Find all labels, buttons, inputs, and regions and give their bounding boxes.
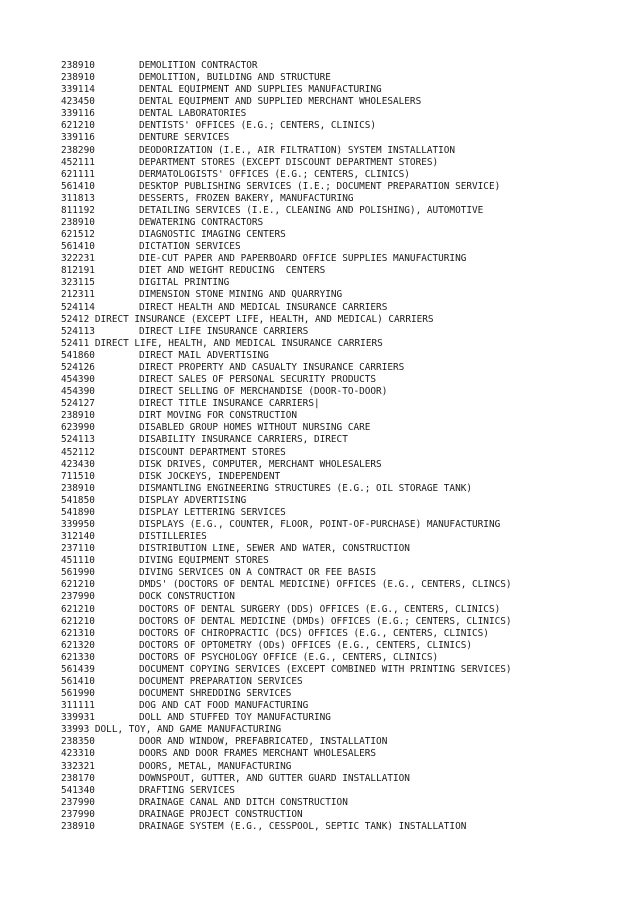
industry-description: DIRECT MAIL ADVERTISING	[139, 349, 269, 361]
industry-description: DISABILITY INSURANCE CARRIERS, DIRECT	[139, 434, 348, 446]
industry-description: DOWNSPOUT, GUTTER, AND GUTTER GUARD INSTALLATION	[139, 772, 410, 784]
naics-code: 311111	[61, 700, 95, 712]
industry-description: DIRECT LIFE INSURANCE CARRIERS	[139, 325, 309, 337]
naics-code: 238910	[61, 820, 95, 832]
naics-code: 711510	[61, 470, 95, 482]
naics-code: 621320	[61, 639, 95, 651]
industry-description: DEODORIZATION (I.E., AIR FILTRATION) SYSTEM INSTALLATION	[139, 144, 456, 156]
industry-description: DIET AND WEIGHT REDUCING CENTERS	[139, 265, 326, 277]
naics-code: 423310	[61, 748, 95, 760]
list-item	[61, 193, 621, 205]
naics-code: 812191	[61, 265, 95, 277]
list-item	[61, 555, 621, 567]
industry-description: DESKTOP PUBLISHING SERVICES (I.E.; DOCUMENT PREPARATION SERVICE)	[139, 180, 501, 192]
list-item	[61, 761, 621, 773]
list-item	[61, 398, 621, 410]
industry-description: DETAILING SERVICES (I.E., CLEANING AND POLISHING), AUTOMOTIVE	[139, 204, 484, 216]
industry-description: DIRECT SALES OF PERSONAL SECURITY PRODUCTS	[139, 374, 377, 386]
naics-code: 237990	[61, 808, 95, 820]
naics-code: 339116	[61, 132, 95, 144]
list-item	[61, 700, 621, 712]
industry-description: DIRECT INSURANCE (EXCEPT LIFE, HEALTH, AND MEDICAL) CARRIERS	[94, 313, 434, 325]
naics-code: 621512	[61, 229, 95, 241]
list-item	[61, 422, 621, 434]
list-item	[61, 531, 621, 543]
naics-code: 621111	[61, 168, 95, 180]
list-item	[61, 302, 621, 314]
industry-description: DOCUMENT PREPARATION SERVICES	[139, 675, 303, 687]
naics-code: 561990	[61, 567, 95, 579]
industry-description: DIRECT LIFE, HEALTH, AND MEDICAL INSURANCE CARRIERS	[94, 337, 383, 349]
list-item	[61, 386, 621, 398]
list-item	[61, 821, 621, 833]
list-item	[61, 434, 621, 446]
list-item	[61, 84, 621, 96]
naics-code: 238350	[61, 736, 95, 748]
naics-code: 332321	[61, 760, 95, 772]
list-item	[61, 688, 621, 700]
industry-description: DENTURE SERVICES	[139, 132, 230, 144]
naics-code: 52412	[61, 313, 90, 325]
industry-description: DIRECT HEALTH AND MEDICAL INSURANCE CARRIERS	[139, 301, 388, 313]
naics-code: 621210	[61, 615, 95, 627]
list-item	[61, 205, 621, 217]
naics-code: 238910	[61, 482, 95, 494]
industry-description: DEPARTMENT STORES (EXCEPT DISCOUNT DEPARTMENT STORES)	[139, 156, 439, 168]
list-item	[61, 664, 621, 676]
list-item	[61, 229, 621, 241]
list-item	[61, 567, 621, 579]
naics-code: 524127	[61, 398, 95, 410]
list-item	[61, 96, 621, 108]
industry-description: DEMOLITION CONTRACTOR	[139, 60, 258, 71]
industry-description: DESSERTS, FROZEN BAKERY, MANUFACTURING	[139, 192, 354, 204]
industry-description: DENTAL LABORATORIES	[139, 108, 247, 120]
industry-description: DOCTORS OF DENTAL MEDICINE (DMDs) OFFICES (E.G.; CENTERS, CLINICS)	[139, 615, 512, 627]
industry-description: DERMATOLOGISTS' OFFICES (E.G.; CENTERS, CLINICS)	[139, 168, 410, 180]
industry-description: DOLL AND STUFFED TOY MANUFACTURING	[139, 712, 331, 724]
industry-description: DOOR AND WINDOW, PREFABRICATED, INSTALLATION	[139, 736, 388, 748]
list-item	[61, 483, 621, 495]
naics-code: 212311	[61, 289, 95, 301]
list-item	[61, 350, 621, 362]
industry-description: DIAGNOSTIC IMAGING CENTERS	[139, 229, 286, 241]
naics-code: 524114	[61, 301, 95, 313]
industry-description: DISPLAY ADVERTISING	[139, 494, 247, 506]
list-item	[61, 748, 621, 760]
naics-code: 561410	[61, 180, 95, 192]
naics-code: 238170	[61, 772, 95, 784]
industry-description: DOCTORS OF CHIROPRACTIC (DCS) OFFICES (E.G., CENTERS, CLINICS)	[139, 627, 489, 639]
industry-description: DISTRIBUTION LINE, SEWER AND WATER, CONSTRUCTION	[139, 543, 410, 555]
naics-code: 323115	[61, 277, 95, 289]
list-item	[61, 507, 621, 519]
list-item	[61, 157, 621, 169]
naics-code: 561410	[61, 241, 95, 253]
industry-description: DISTILLERIES	[139, 531, 207, 543]
list-item	[61, 289, 621, 301]
list-item	[61, 374, 621, 386]
industry-description: DIVING SERVICES ON A CONTRACT OR FEE BASIS	[139, 567, 377, 579]
industry-description: DENTAL EQUIPMENT AND SUPPLIES MANUFACTURING	[139, 84, 382, 96]
industry-description: DISPLAY LETTERING SERVICES	[139, 506, 286, 518]
industry-description: DRAINAGE SYSTEM (E.G., CESSPOOL, SEPTIC TANK) INSTALLATION	[139, 820, 467, 832]
industry-description: DEWATERING CONTRACTORS	[139, 217, 264, 229]
industry-description: DENTISTS' OFFICES (E.G.; CENTERS, CLINICS)	[139, 120, 377, 132]
naics-code: 621210	[61, 603, 95, 615]
naics-code: 423450	[61, 96, 95, 108]
list-item	[61, 604, 621, 616]
industry-description: DIRECT SELLING OF MERCHANDISE (DOOR-TO-DOOR)	[139, 386, 388, 398]
list-item	[61, 326, 621, 338]
naics-code: 561439	[61, 663, 95, 675]
industry-description: DISMANTLING ENGINEERING STRUCTURES (E.G.; OIL STORAGE TANK)	[139, 482, 473, 494]
list-item	[61, 471, 621, 483]
naics-code: 623990	[61, 422, 95, 434]
list-item	[61, 519, 621, 531]
naics-code: 339116	[61, 108, 95, 120]
industry-description: DRAINAGE CANAL AND DITCH CONSTRUCTION	[139, 796, 348, 808]
list-item	[61, 676, 621, 688]
naics-code: 312140	[61, 531, 95, 543]
naics-code: 541340	[61, 784, 95, 796]
list-item	[61, 591, 621, 603]
list-item	[61, 72, 621, 84]
industry-description: DOLL, TOY, AND GAME MANUFACTURING	[94, 724, 282, 736]
industry-description: DIRT MOVING FOR CONSTRUCTION	[139, 410, 298, 422]
industry-description: DOORS AND DOOR FRAMES MERCHANT WHOLESALERS	[139, 748, 377, 760]
list-item	[61, 132, 621, 144]
naics-code: 237110	[61, 543, 95, 555]
naics-code: 524113	[61, 434, 95, 446]
naics-code-list	[61, 60, 621, 833]
naics-code: 238290	[61, 144, 95, 156]
industry-description: DISK DRIVES, COMPUTER, MERCHANT WHOLESALERS	[139, 458, 382, 470]
industry-description: DOCUMENT SHREDDING SERVICES	[139, 688, 292, 700]
naics-code: 237990	[61, 796, 95, 808]
naics-code: 561410	[61, 675, 95, 687]
naics-code: 238910	[61, 60, 95, 71]
industry-description: DOG AND CAT FOOD MANUFACTURING	[139, 700, 309, 712]
naics-code: 621310	[61, 627, 95, 639]
industry-description: DIE-CUT PAPER AND PAPERBOARD OFFICE SUPPLIES MANUFACTURING	[139, 253, 467, 265]
industry-description: DOCUMENT COPYING SERVICES (EXCEPT COMBINED WITH PRINTING SERVICES)	[139, 663, 512, 675]
naics-code: 621330	[61, 651, 95, 663]
industry-description: DISK JOCKEYS, INDEPENDENT	[139, 470, 281, 482]
list-item	[61, 459, 621, 471]
list-item	[61, 60, 621, 72]
industry-description: DOCTORS OF DENTAL SURGERY (DDS) OFFICES (E.G., CENTERS, CLINICS)	[139, 603, 501, 615]
list-item	[61, 628, 621, 640]
naics-code: 621210	[61, 579, 95, 591]
list-item	[61, 108, 621, 120]
list-item	[61, 120, 621, 132]
list-item	[61, 724, 621, 736]
industry-description: DICTATION SERVICES	[139, 241, 241, 253]
list-item	[61, 362, 621, 374]
industry-description: DIVING EQUIPMENT STORES	[139, 555, 269, 567]
list-item	[61, 217, 621, 229]
naics-code: 541890	[61, 506, 95, 518]
industry-description: DIRECT PROPERTY AND CASUALTY INSURANCE CARRIERS	[139, 361, 405, 373]
industry-description: DRAINAGE PROJECT CONSTRUCTION	[139, 808, 303, 820]
industry-description: DISABLED GROUP HOMES WITHOUT NURSING CARE	[139, 422, 371, 434]
naics-code: 811192	[61, 204, 95, 216]
list-item	[61, 314, 621, 326]
list-item	[61, 169, 621, 181]
industry-description: DIRECT TITLE INSURANCE CARRIERS|	[139, 398, 320, 410]
industry-description: DISPLAYS (E.G., COUNTER, FLOOR, POINT-OF-PURCHASE) MANUFACTURING	[139, 518, 501, 530]
industry-description: DIMENSION STONE MINING AND QUARRYING	[139, 289, 343, 301]
list-item	[61, 773, 621, 785]
list-item	[61, 277, 621, 289]
list-item	[61, 736, 621, 748]
list-item	[61, 181, 621, 193]
list-item	[61, 447, 621, 459]
naics-code: 33993	[61, 724, 90, 736]
naics-code: 454390	[61, 374, 95, 386]
naics-code: 339114	[61, 84, 95, 96]
industry-description: DOCTORS OF OPTOMETRY (ODs) OFFICES (E.G., CENTERS, CLINICS)	[139, 639, 473, 651]
naics-code: 561990	[61, 688, 95, 700]
list-item	[61, 640, 621, 652]
industry-description: DEMOLITION, BUILDING AND STRUCTURE	[139, 72, 331, 84]
naics-code: 541860	[61, 349, 95, 361]
naics-code: 238910	[61, 72, 95, 84]
industry-description: DISCOUNT DEPARTMENT STORES	[139, 446, 286, 458]
naics-code: 237990	[61, 591, 95, 603]
industry-description: DOCTORS OF PSYCHOLOGY OFFICE (E.G., CENTERS, CLINICS)	[139, 651, 439, 663]
list-item	[61, 797, 621, 809]
industry-description: DOORS, METAL, MANUFACTURING	[139, 760, 292, 772]
list-item	[61, 145, 621, 157]
list-item	[61, 495, 621, 507]
industry-description: DOCK CONSTRUCTION	[139, 591, 235, 603]
naics-code: 541850	[61, 494, 95, 506]
list-item	[61, 785, 621, 797]
industry-description: DRAFTING SERVICES	[139, 784, 235, 796]
naics-code: 524113	[61, 325, 95, 337]
list-item	[61, 543, 621, 555]
naics-code: 52411	[61, 337, 90, 349]
naics-code: 451110	[61, 555, 95, 567]
naics-code: 423430	[61, 458, 95, 470]
naics-code: 311813	[61, 192, 95, 204]
naics-code: 339931	[61, 712, 95, 724]
list-item	[61, 712, 621, 724]
list-item	[61, 809, 621, 821]
naics-code: 339950	[61, 518, 95, 530]
industry-description: DMDS' (DOCTORS OF DENTAL MEDICINE) OFFICES (E.G., CENTERS, CLINCS)	[139, 579, 512, 591]
industry-description: DENTAL EQUIPMENT AND SUPPLIED MERCHANT WHOLESALERS	[139, 96, 422, 108]
list-item	[61, 338, 621, 350]
list-item	[61, 253, 621, 265]
industry-description: DIGITAL PRINTING	[139, 277, 230, 289]
list-item	[61, 241, 621, 253]
list-item	[61, 410, 621, 422]
naics-code: 452112	[61, 446, 95, 458]
naics-code: 524126	[61, 361, 95, 373]
naics-code: 238910	[61, 410, 95, 422]
naics-code: 621210	[61, 120, 95, 132]
naics-code: 322231	[61, 253, 95, 265]
list-item	[61, 616, 621, 628]
list-item	[61, 652, 621, 664]
naics-code: 238910	[61, 217, 95, 229]
naics-code: 454390	[61, 386, 95, 398]
naics-code: 452111	[61, 156, 95, 168]
list-item	[61, 579, 621, 591]
list-item	[61, 265, 621, 277]
